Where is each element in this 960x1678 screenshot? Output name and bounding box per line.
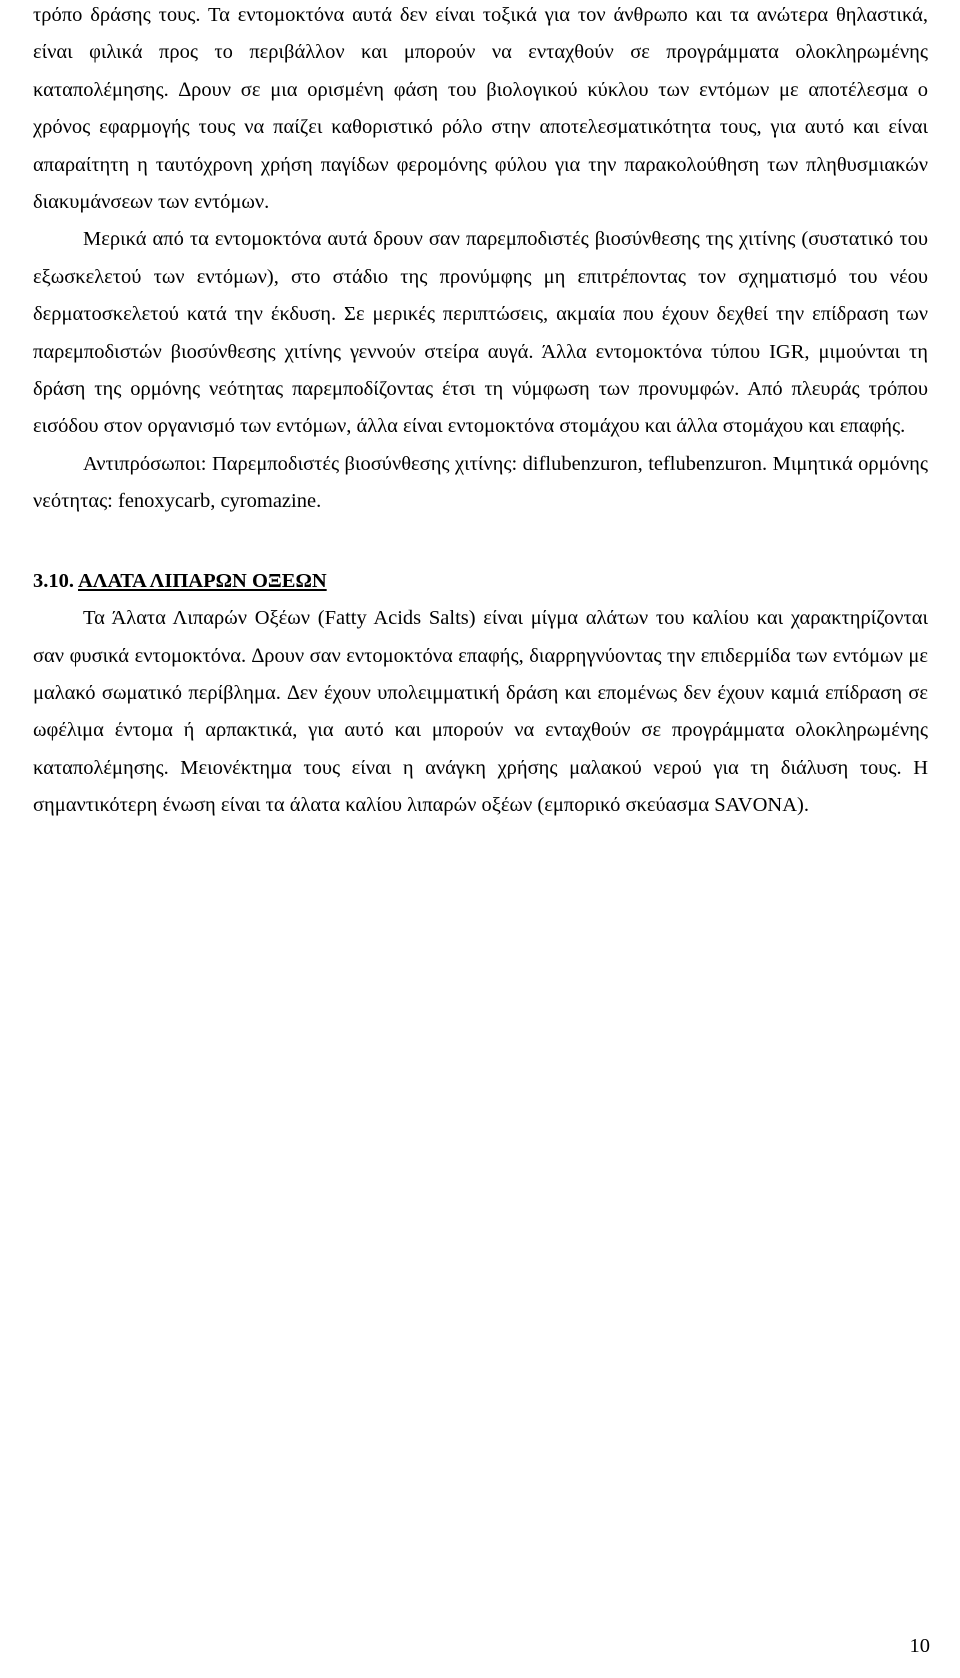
paragraph-continuation: τρόπο δράσης τους. Τα εντομοκτόνα αυτά δεν είναι τοξικά για τον άνθρωπο και τα ανώτερα θηλαστικά, είναι φιλικά προς το περιβάλλον και μπορούν να ενταχθούν σε προγράμματα ολοκληρωμένης καταπολέμησης. ∆ρουν σε μια ορισμένη φάση του βιολογικού κύκλου των εντόμων με αποτέλεσμα ο χρόνος εφαρμογής τους να παίζει καθοριστικό ρόλο στην αποτελεσματικότητα τους, για αυτό και είναι απαραίτητη η ταυτόχρονη χρήση παγίδων φερομόνης φύλου για την παρακολούθηση των πληθυσμιακών διακυμάνσεων των εντόμων. xyxy=(33,4,928,214)
paragraph-fatty-acid-salts: Τα Άλατα Λιπαρών Οξέων (Fatty Acids Salts) είναι μίγμα αλάτων του καλίου και χαρακτηρίζονται σαν φυσικά εντομοκτόνα. ∆ρουν σαν εντομοκτόνα επαφής, διαρρηγνύοντας την επιδερμίδα των εντόμων με μαλακό σωματικό περίβλημα. ∆εν έχουν υπολειμματική δράση και επομένως δεν έχουν καμιά επίδραση σε ωφέλιμα έντομα ή αρπακτικά, για αυτό και μπορούν να ενταχθούν σε προγράμματα ολοκληρωμένης καταπολέμησης. Μειονέκτημα τους είναι η ανάγκη χρήσης μαλακού νερού για τη διάλυση τους. Η σημαντικότερη ένωση είναι τα άλατα καλίου λιπαρών οξέων (εμπορικό σκεύασμα SAVONA). xyxy=(33,607,928,817)
section-title: ΑΛΑΤΑ ΛΙΠΑΡΩΝ ΟΞΕΩΝ xyxy=(78,569,327,592)
page-number: 10 xyxy=(909,1635,930,1657)
section-number: 3.10. xyxy=(33,569,74,592)
paragraph-representatives: Αντιπρόσωποι: Παρεμποδιστές βιοσύνθεσης χιτίνης: diflubenzuron, teflubenzuron. Μιμητικά ορμόνης νεότητας: fenoxycarb, cyromazine. xyxy=(33,452,928,513)
paragraph-chitin-inhibitors: Μερικά από τα εντομοκτόνα αυτά δρουν σαν παρεμποδιστές βιοσύνθεσης της χιτίνης (συστατικό του εξωσκελετού των εντόμων), στο στάδιο της προνύμφης μη επιτρέποντας τον σχηματισμό του νέου δερματοσκελετού κατά την έκδυση. Σε μερικές περιπτώσεις, ακμαία που έχουν δεχθεί την επίδραση των παρεμποδιστών βιοσύνθεσης χιτίνης γεννούν στείρα αυγά. Άλλα εντομοκτόνα τύπου IGR, μιμούνται τη δράση της ορμόνης νεότητας παρεμποδίζοντας έτσι τη νύμφωση των προνυμφών. Από πλευράς τρόπου εισόδου στον οργανισμό των εντόμων, άλλα είναι εντομοκτόνα στομάχου και άλλα στομάχου και επαφής. xyxy=(33,228,928,438)
section-heading xyxy=(33,563,928,600)
document-page xyxy=(33,0,928,825)
